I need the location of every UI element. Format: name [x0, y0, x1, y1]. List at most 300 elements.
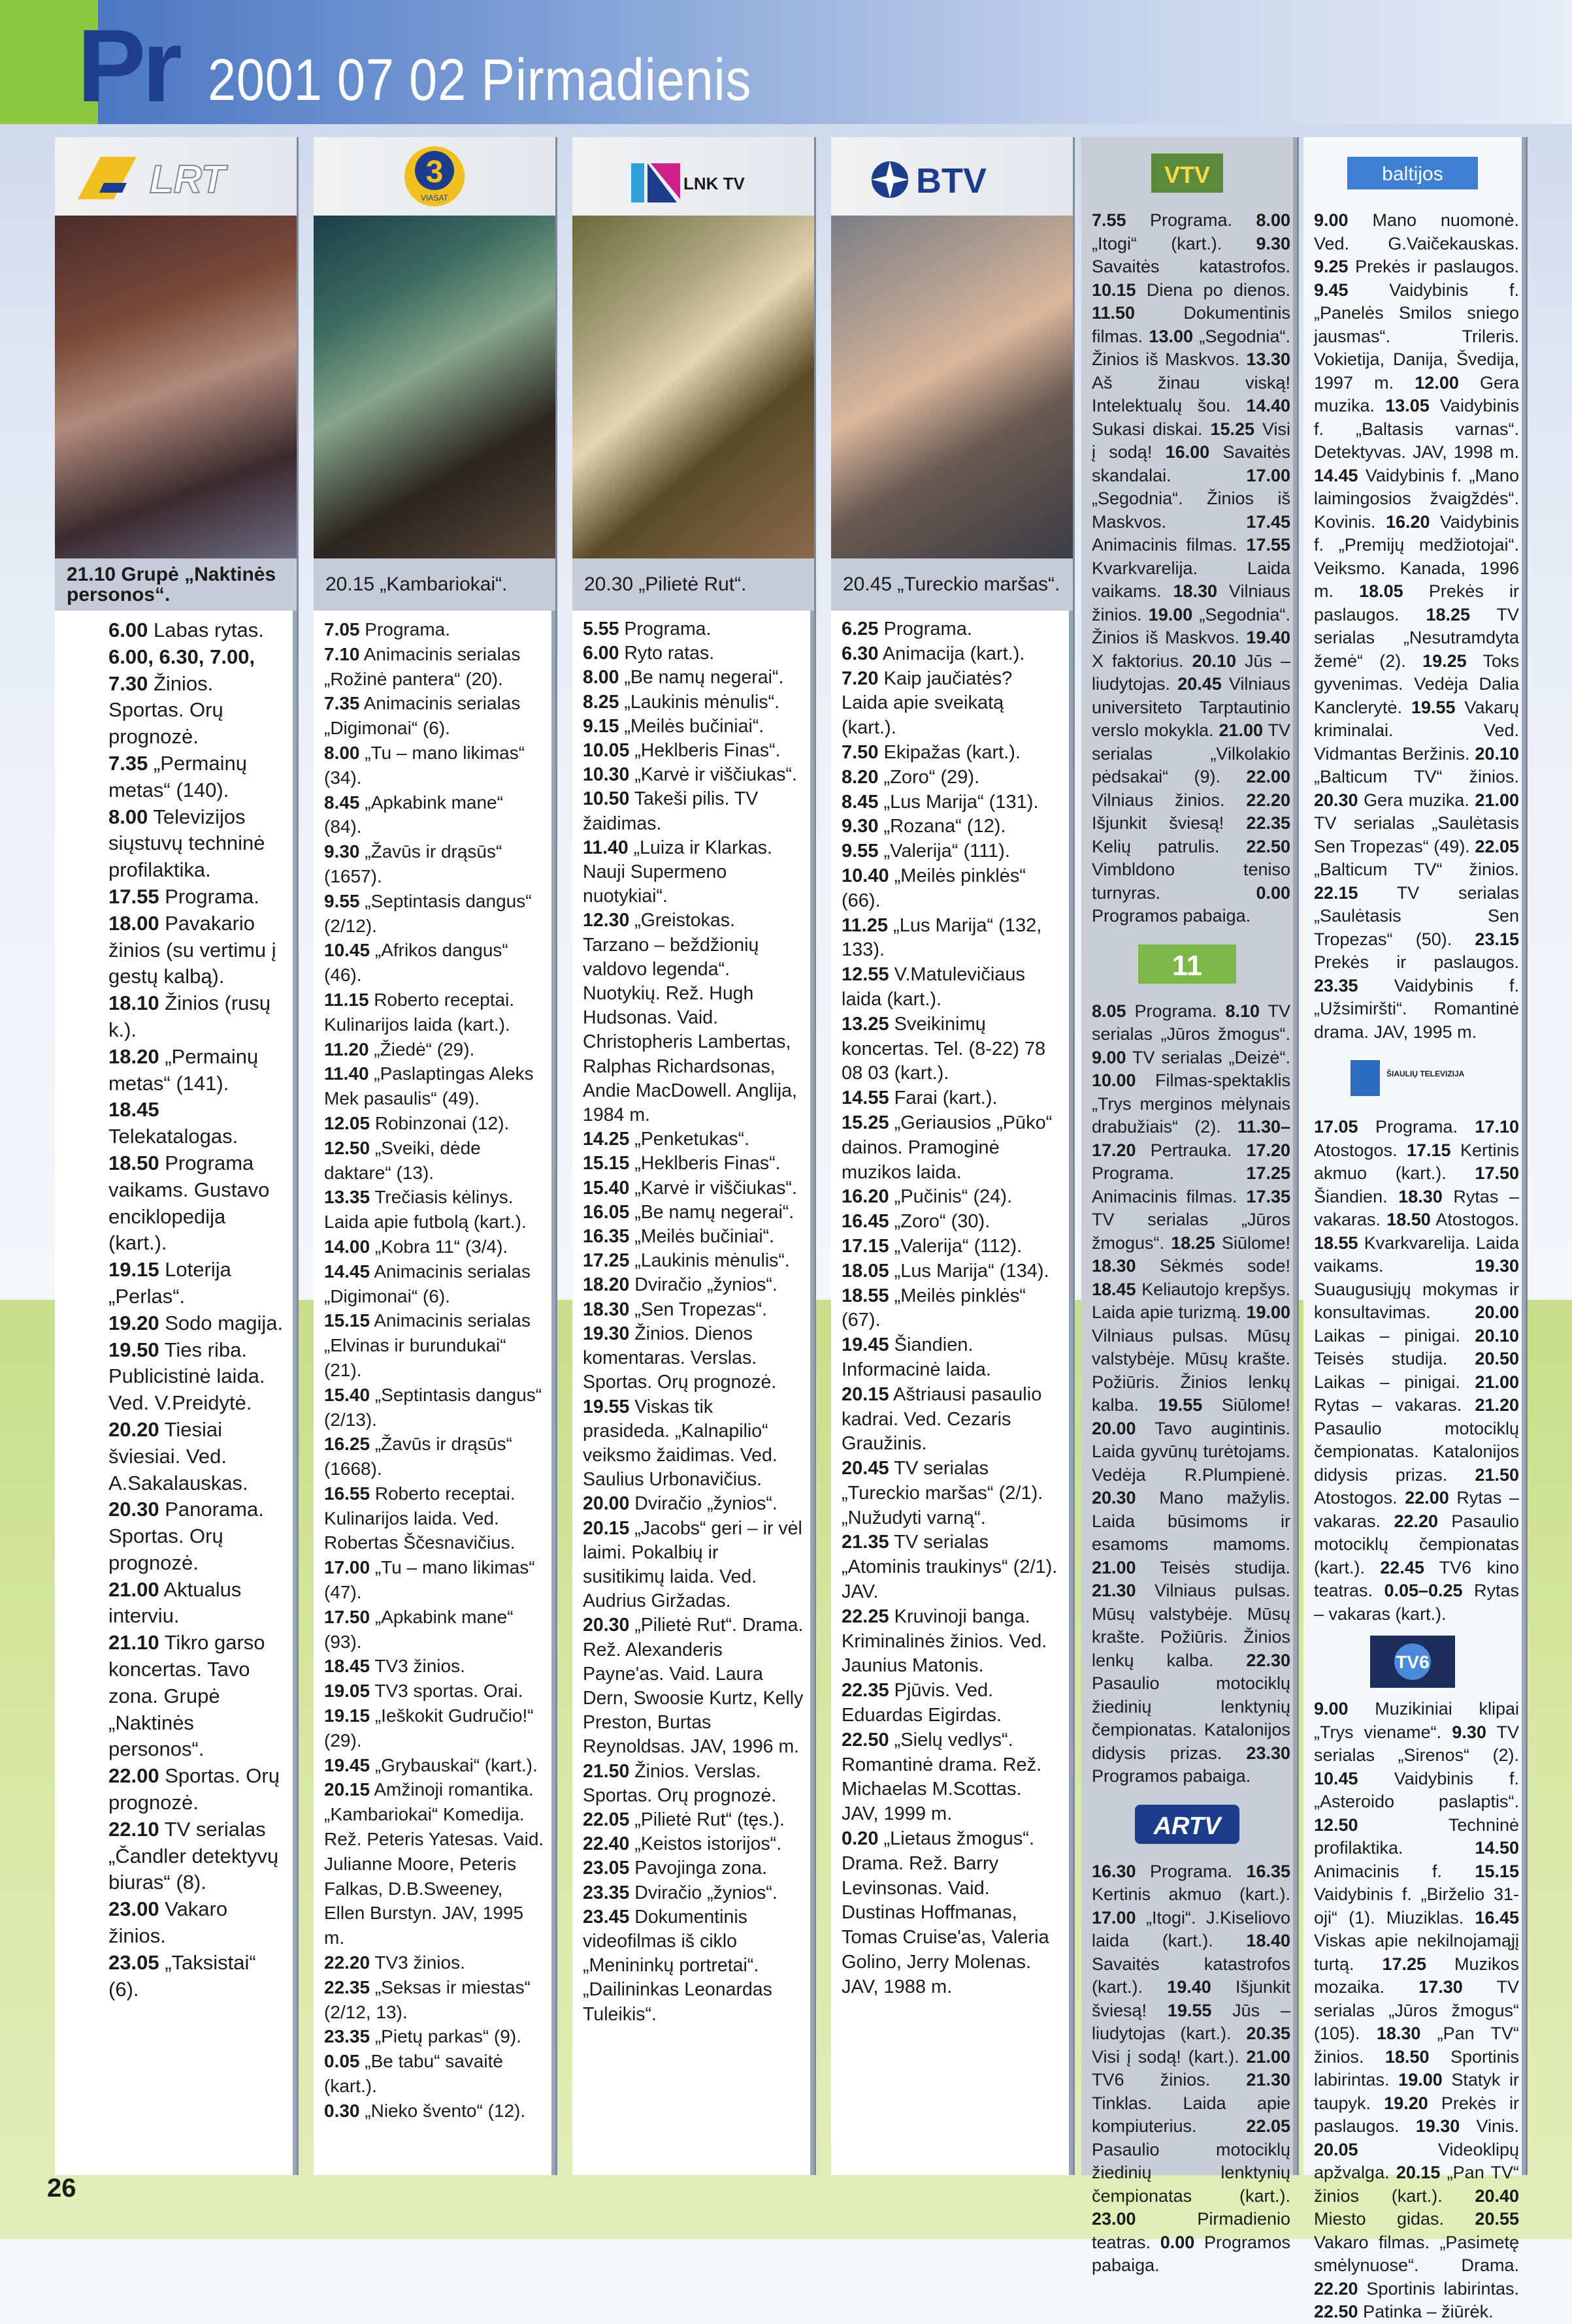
entry-time: 13.30	[1246, 349, 1290, 369]
entry-time: 0.20	[842, 1828, 879, 1850]
entry-title: Vilniaus pulsas. Mūsų valstybėje. Mūsų krašte. Požiūris. Žinios lenkų kalba.	[1092, 1581, 1290, 1670]
entry-time: 21.00	[108, 1577, 159, 1601]
ch11-logo-icon	[1132, 938, 1243, 990]
entry-title: Vinis.	[1460, 2116, 1519, 2136]
entry-time: 22.00	[1405, 1488, 1449, 1508]
svg-text:TV6: TV6	[1396, 1652, 1430, 1672]
entry-time: 20.15	[324, 1779, 370, 1800]
page-number: 26	[47, 2174, 76, 2203]
entry-time: 20.30	[1092, 1488, 1136, 1508]
entry-title: Rytas – vakaras.	[1314, 1186, 1519, 1229]
entry-title: Viskas apie nekilnojamąjį turtą.	[1314, 1931, 1519, 1974]
entry-title: Aš žinau viską! Intelektualų šou.	[1092, 372, 1290, 415]
entry-time: 14.00	[324, 1236, 370, 1257]
schedule-entry	[324, 1061, 546, 1111]
schedule-entry	[324, 1136, 546, 1186]
entry-time: 19.15	[324, 1705, 370, 1726]
schedule-entry	[842, 642, 1063, 667]
entry-title: „Septintasis dangus“ (2/13).	[324, 1384, 542, 1430]
entry-title: Žinios (rusų k.).	[108, 992, 271, 1041]
entry-title: Šiandien.	[1314, 1186, 1399, 1206]
entry-time: 15.15	[1475, 1861, 1519, 1881]
entry-time: 21.00	[1092, 1557, 1136, 1577]
entry-title: Prekės ir paslaugos.	[1314, 952, 1519, 972]
entry-title: Atostogos.	[1430, 1210, 1519, 1229]
entry-time: 22.45	[1380, 1557, 1424, 1577]
entry-title: Sodo magija.	[159, 1311, 284, 1334]
entry-title: Roberto receptai. Kulinarijos laida. Ved. Robertas Ščesnavičius.	[324, 1483, 516, 1553]
entry-time: 22.50	[1246, 836, 1290, 856]
entry-title: „Itogi“ (kart.).	[1092, 233, 1256, 253]
lrt-logo-icon	[65, 144, 287, 209]
schedule-entry	[583, 1832, 804, 1856]
entry-title: „Tu – mano likimas“ (34).	[324, 742, 525, 788]
entry-time: 17.20	[1246, 1140, 1290, 1160]
schedule-entry	[583, 641, 804, 666]
schedule-entry	[324, 889, 546, 939]
entry-time: 20.15	[842, 1383, 889, 1405]
entry-time: 18.30	[1173, 581, 1218, 601]
baltijos-logo	[1303, 144, 1522, 202]
entry-title: „Meilės pinklės“ (66).	[842, 865, 1026, 911]
entry-title: Programa.	[878, 619, 972, 639]
entry-title: „Pan TV“ žinios.	[1314, 2024, 1519, 2067]
schedule-entry	[324, 1481, 546, 1555]
entry-time: 9.25	[1314, 257, 1349, 276]
entry-time: 16.35	[1246, 1861, 1290, 1881]
entry-time: 19.15	[108, 1258, 159, 1282]
schedule-entry	[324, 988, 546, 1037]
schedule-entry	[842, 667, 1063, 741]
entry-time: 16.20	[1385, 511, 1430, 532]
entry-time: 0.00	[1256, 882, 1290, 903]
schedule-entry	[324, 839, 546, 889]
entry-title: „Lietaus žmogus“. Drama. Rež. Barry Levinsonas. Vaid. Dustinas Hoffmanas, Tomas Cruise'as, Valeria Golino, Jerry Molenas. JAV, 1988 m.	[842, 1828, 1049, 1997]
entry-title: „Karvė ir viščiukas“.	[629, 764, 797, 786]
entry-time: 18.30	[1092, 1256, 1136, 1276]
entry-title: Diena po dienos.	[1136, 280, 1290, 300]
schedule-entry	[324, 1975, 546, 2025]
entry-time: 19.55	[1158, 1395, 1203, 1415]
entry-title: Amžinoji romantika. „Kambariokai“ Komedija. Rež. Peteris Yatesas. Vaid. Julianne Moore, Peteris Falkas, D.B.Sweeney, Ellen Burstyn. JAV, 1995 m.	[324, 1779, 544, 1948]
artv-schedule	[1081, 1860, 1297, 2278]
entry-time: 21.35	[842, 1532, 889, 1553]
entry-title: Gera muzika.	[1314, 372, 1519, 415]
entry-time: 22.30	[1246, 1650, 1290, 1670]
entry-title: Rytas – vakaras (kart.).	[1314, 1581, 1519, 1624]
baltijos-logo-icon	[1341, 150, 1484, 196]
entry-time: 19.55	[1167, 2000, 1212, 2020]
entry-title: „Apkabink mane“ (93).	[324, 1606, 514, 1652]
entry-title: „Tu – mano likimas“ (47).	[324, 1557, 535, 1603]
entry-title: Ryto ratas.	[619, 643, 715, 664]
entry-time: 11.20	[324, 1039, 369, 1059]
btv-logo	[831, 137, 1073, 216]
schedule-entry	[108, 884, 284, 911]
schedule-entry	[108, 1417, 284, 1496]
entry-title: Dokumentinis filmas.	[1092, 303, 1290, 346]
entry-title: Programa.	[1092, 1163, 1247, 1183]
svg-text:VIASAT: VIASAT	[421, 193, 448, 202]
schedule-entry	[842, 1605, 1063, 1679]
entry-title: „Valerija“ (112).	[889, 1235, 1023, 1257]
entry-title: Programa vaikams. Gustavo enciklopedija (kart.).	[108, 1151, 270, 1255]
schedule-entry	[324, 1259, 546, 1309]
entry-title: Pavojinga zona.	[629, 1858, 768, 1879]
entry-title: „Laukinis mėnulis“.	[619, 691, 779, 713]
schedule-entry	[583, 739, 804, 763]
entry-title: „Laukinis mėnulis“.	[629, 1250, 790, 1272]
schedule-entry	[842, 1111, 1063, 1185]
schedule-entry	[842, 1210, 1063, 1235]
entry-title: „Keistos istorijos“.	[629, 1833, 782, 1855]
lnk-logo-icon	[618, 144, 768, 209]
entry-time: 22.35	[324, 1977, 370, 1997]
entry-time: 20.00	[583, 1493, 630, 1515]
schedule-entry	[583, 1856, 804, 1880]
entry-time: 14.45	[1314, 465, 1358, 485]
entry-title: Sėkmės sode!	[1136, 1256, 1290, 1276]
entry-time: 14.50	[1475, 1838, 1519, 1858]
schedule-entry	[842, 914, 1063, 963]
schedule-entry	[842, 815, 1063, 839]
schedule-entry	[583, 1613, 804, 1759]
entry-time: 15.15	[583, 1153, 630, 1174]
entry-time: 20.10	[1475, 1325, 1519, 1346]
entry-time: 13.25	[842, 1013, 889, 1035]
entry-title: „Segodnia“. Žinios iš Maskvos.	[1092, 489, 1290, 532]
entry-time: 20.10	[1192, 651, 1237, 671]
schedule-entry	[324, 1654, 546, 1679]
entry-title: Gera muzika.	[1358, 790, 1475, 810]
baltijos-schedule	[1303, 209, 1526, 1044]
entry-time: 20.55	[1475, 2209, 1519, 2229]
entry-title: „Pilietė Rut“ (tęs.).	[629, 1809, 785, 1830]
entry-time: 17.00	[324, 1557, 370, 1578]
entry-title: Jūs – liudytojas.	[1092, 651, 1290, 694]
entry-time: 22.00	[108, 1764, 159, 1788]
entry-title: Aktualus interviu.	[108, 1577, 242, 1628]
entry-title: Ekipažas (kart.).	[878, 741, 1021, 763]
entry-time: 18.30	[1398, 1186, 1443, 1206]
entry-title: Animacinis filmas.	[1092, 535, 1247, 555]
entry-title: Programa.	[359, 619, 450, 639]
entry-time: 10.00	[1092, 1071, 1136, 1090]
entry-time: 16.45	[1475, 1907, 1519, 1928]
entry-title: Pasaulio motociklų čempionatas. Katalonijos didysis prizas.	[1314, 1418, 1519, 1485]
entry-title: Mano mažylis. Laida būsimoms ir esamoms mamoms.	[1092, 1488, 1290, 1554]
entry-title: Vakaro žinios.	[108, 1897, 228, 1948]
entry-time: 22.15	[1314, 882, 1358, 903]
svg-text:LRT: LRT	[150, 157, 225, 201]
entry-time: 20.15	[1396, 2163, 1441, 2182]
schedule-entry	[583, 763, 804, 787]
entry-title: „Apkabink mane“ (84).	[324, 792, 503, 837]
entry-title: Televizijos siųstuvų techninė profilaktika.	[108, 805, 265, 882]
schedule-entry	[324, 1555, 546, 1605]
entry-time: 23.00	[1092, 2209, 1136, 2229]
entry-time: 12.50	[1314, 1815, 1358, 1835]
entry-time: 9.00	[1314, 210, 1349, 230]
entry-time: 7.20	[842, 668, 879, 689]
entry-title: TV serialas „Vilkolakio pėdsakai“ (9).	[1092, 720, 1290, 786]
schedule-entry	[583, 617, 804, 641]
entry-title: Programa.	[1126, 210, 1256, 230]
schedule-entry	[842, 864, 1063, 914]
entry-title: „Meilės bučiniai“.	[629, 1226, 775, 1248]
entry-title: Pasaulio motociklų žiedinių lenktynių čempionatas. Katalonijos didysis prizas.	[1092, 1673, 1290, 1763]
entry-time: 18.50	[108, 1151, 159, 1174]
entry-time: 10.50	[583, 788, 630, 810]
entry-title: „Penketukas“.	[629, 1129, 750, 1150]
schedule-entry	[324, 1679, 546, 1703]
svg-text:ARTV: ARTV	[1153, 1812, 1221, 1840]
entry-time: 20.45	[1177, 674, 1222, 694]
entry-title: Teisės studija.	[1314, 1349, 1475, 1368]
entry-time: 7.35	[108, 751, 148, 775]
schedule-entry	[583, 1322, 804, 1395]
entry-title: „Sveiki, dėde daktare“ (13).	[324, 1137, 481, 1183]
entry-time: 18.40	[1246, 1931, 1290, 1950]
entry-time: 12.50	[324, 1137, 370, 1158]
entry-time: 22.25	[842, 1606, 889, 1627]
entry-time: 14.40	[1246, 396, 1290, 415]
entry-title: „Žiedė“ (29).	[368, 1039, 475, 1059]
entry-time: 16.55	[324, 1483, 370, 1504]
entry-title: Prekės ir paslaugos.	[1348, 257, 1519, 276]
entry-time: 11.30–17.20	[1092, 1117, 1290, 1160]
lrt-lead	[55, 558, 297, 611]
lrt-schedule	[55, 617, 290, 2003]
entry-time: 6.30	[842, 643, 879, 664]
entry-time: 0.00	[1160, 2232, 1195, 2252]
entry-title: Kruvinoji banga. Kriminalinės žinios. Ved. Jaunius Matonis.	[842, 1606, 1047, 1677]
schedule-entry	[583, 836, 804, 909]
entry-time: 14.55	[842, 1088, 889, 1109]
entry-time: 20.05	[1314, 2139, 1358, 2159]
entry-time: 0.30	[324, 2100, 360, 2121]
schedule-entry	[324, 2024, 546, 2049]
entry-time: 8.20	[842, 766, 879, 788]
schedule-entry	[108, 1150, 284, 1257]
entry-time: 18.20	[583, 1274, 630, 1296]
entry-title: „Paslaptingas Aleks Mek pasaulis“ (49).	[324, 1063, 534, 1109]
entry-title: V.Matulevičiaus laida (kart.).	[842, 964, 1026, 1010]
entry-title: Animacinis serialas „Digimonai“ (6).	[324, 693, 521, 739]
entry-title: Pavakario žinios (su vertimu į gestų kalbą).	[108, 911, 276, 988]
entry-title: Dviračio „žynios“.	[629, 1274, 778, 1296]
entry-title: „Pučinis“ (24).	[889, 1186, 1013, 1208]
entry-title: TV serialas „Jūros žmogus“.	[1092, 1001, 1290, 1044]
entry-title: Mano nuomonė. Ved. G.Vaičekauskas.	[1314, 210, 1519, 253]
schedule-entry	[583, 1152, 804, 1176]
schedule-entry	[324, 617, 546, 642]
schedule-entry	[583, 1517, 804, 1614]
entry-time: 6.00	[108, 619, 148, 641]
lnk-logo	[572, 137, 814, 216]
schedule-entry	[108, 1496, 284, 1576]
entry-title: TV6 kino teatras.	[1314, 1557, 1519, 1600]
entry-title: „Septintasis dangus“ (2/12).	[324, 890, 532, 936]
entry-title: Tiesiai šviesiai. Ved. A.Sakalauskas.	[108, 1417, 248, 1494]
entry-time: 7.55	[1092, 210, 1126, 230]
entry-time: 23.35	[324, 2026, 370, 2047]
entry-time: 9.00	[1314, 1699, 1349, 1719]
tv3-schedule	[314, 617, 552, 2123]
entry-time: 8.00	[108, 805, 148, 828]
entry-time: 18.20	[108, 1044, 159, 1068]
schedule-entry	[108, 1763, 284, 1816]
entry-title: „Pilietė Rut“. Drama. Rež. Alexanderis Payne'as. Vaid. Laura Dern, Swoosie Kurtz, Kelly Preston, Burtas Reynoldsas. JAV, 1996 m.	[583, 1615, 804, 1758]
entry-time: 8.00	[1256, 210, 1290, 230]
entry-title: „Balticum TV“ žinios.	[1314, 767, 1519, 786]
entry-title: Aštriausi pasaulio kadrai. Ved. Cezaris Graužinis.	[842, 1383, 1042, 1455]
entry-title: „Seksas ir miestas“ (2/12, 13).	[324, 1977, 531, 2022]
entry-title: Techninė profilaktika.	[1314, 1815, 1519, 1858]
tv3-lead	[314, 558, 555, 611]
schedule-entry	[842, 1086, 1063, 1111]
entry-title: Išjunkit šviesą!	[1092, 813, 1247, 833]
entry-time: 15.40	[583, 1177, 630, 1199]
entry-time: 0.05–0.25	[1384, 1581, 1463, 1600]
entry-title: „Valerija“ (111).	[878, 841, 1010, 862]
entry-title: „Jacobs“ geri – ir vėl laimi. Pokalbių ir susitikimų laida. Ved. Audrius Giržadas.	[583, 1517, 802, 1612]
tv3-logo	[314, 137, 555, 216]
entry-time: 18.25	[1171, 1233, 1215, 1253]
siauliu-schedule	[1303, 1116, 1526, 1626]
entry-time: 18.50	[1384, 2046, 1430, 2067]
entry-time: 21.50	[1475, 1464, 1519, 1485]
entry-title: Dviračio „žynios“.	[629, 1493, 778, 1515]
entry-time: 9.15	[583, 715, 619, 737]
entry-title: Muzikiniai klipai „Trys viename“.	[1314, 1699, 1519, 1742]
entry-title: TV serialas „Saulėtasis Sen Tropezas“ (49).	[1314, 813, 1519, 856]
lnk-schedule	[572, 617, 811, 2027]
entry-title: Muzikos mozaika.	[1314, 1954, 1519, 1997]
entry-time: 21.50	[583, 1760, 630, 1782]
entry-time: 19.25	[1422, 651, 1467, 671]
entry-title: „Heklberis Finas“.	[629, 1153, 781, 1174]
entry-title: Pasaulio motociklų čempionatas (kart.).	[1314, 1511, 1520, 1577]
schedule-entry	[108, 804, 284, 884]
entry-time: 19.45	[842, 1334, 889, 1356]
entry-time: 8.25	[583, 691, 619, 713]
entry-title: Trečiasis kėlinys. Laida apie futbolą (kart.).	[324, 1187, 527, 1233]
entry-title: „Luiza ir Klarkas. Nauji Supermeno nuotykiai“.	[583, 837, 772, 907]
entry-title: „Rozana“ (12).	[878, 816, 1006, 837]
schedule-entry	[583, 715, 804, 739]
entry-title: Laikas – pinigai.	[1314, 1372, 1475, 1392]
entry-time: 11.40	[324, 1063, 369, 1084]
vtv-logo-icon	[1145, 147, 1230, 199]
entry-title: TV serialas „Čandler detektyvų biuras“ (8).	[108, 1817, 279, 1894]
entry-time: 9.00	[1092, 1047, 1126, 1067]
entry-time: 19.40	[1167, 1977, 1211, 1997]
entry-time: 8.45	[842, 791, 879, 813]
entry-title: „Žavūs ir drąsūs“ (1657).	[324, 841, 502, 886]
entry-title: Programa.	[1136, 1861, 1247, 1881]
entry-title: „Be namų negerai“.	[629, 1201, 794, 1223]
schedule-entry	[108, 1630, 284, 1763]
entry-time: 18.30	[583, 1299, 630, 1320]
entry-time: 20.10	[1475, 743, 1519, 764]
schedule-entry	[108, 644, 284, 750]
entry-title: „Greistokas. Tarzano – beždžionių valdovo legenda“. Nuotykių. Rež. Hugh Hudsonas. Vaid. Christopheris Lambertas, Ralphas Richardsonas, Andie MacDowell. Anglija, 1984 m.	[583, 910, 797, 1126]
entry-title: „Lus Marija“ (134).	[889, 1260, 1049, 1282]
entry-time: 17.55	[108, 884, 159, 908]
entry-title: Vaidybinis f. „Baltasis varnas“. Detektyvas. JAV, 1998 m.	[1314, 396, 1519, 462]
entry-title: Siūlome!	[1202, 1395, 1290, 1415]
entry-time: 19.00	[1398, 2070, 1443, 2090]
schedule-entry	[583, 1395, 804, 1493]
entry-title: Atostogos.	[1314, 1140, 1407, 1160]
schedule-entry	[842, 617, 1063, 642]
entry-time: 6.25	[842, 619, 879, 639]
entry-time: 12.00	[1415, 372, 1459, 393]
entry-time: 10.30	[583, 764, 630, 786]
entry-title: Savaitės katastrofos.	[1092, 257, 1290, 276]
entry-title: „Itogi“. J.Kiseliovo laida (kart.).	[1092, 1907, 1290, 1950]
entry-title: Visi į sodą!	[1092, 419, 1290, 462]
entry-title: „Permainų metas“ (140).	[108, 751, 247, 801]
entry-title: Tikro garso koncertas. Tavo zona. Grupė „Naktinės personos“.	[108, 1631, 265, 1761]
entry-title: Visi į sodą! (kart.).	[1092, 2046, 1247, 2067]
entry-time: 23.45	[583, 1906, 630, 1928]
entry-title: Kvarkvarelija. Laida vaikams.	[1092, 558, 1290, 601]
entry-title: Farai (kart.).	[889, 1088, 998, 1109]
entry-time: 9.55	[324, 890, 360, 911]
entry-title: Vilniaus pulsas. Mūsų valstybėje. Mūsų krašte. Požiūris. Žinios lenkų kalba.	[1092, 1325, 1290, 1415]
siauliu-logo-icon	[1341, 1054, 1484, 1106]
entry-title: Suaugusiųjų mokymas ir konsultavimas.	[1314, 1279, 1519, 1322]
entry-time: 10.45	[324, 940, 370, 961]
entry-title: „Pietų parkas“ (9).	[370, 2026, 521, 2047]
entry-title: Toks gyvenimas. Vedėja Dalia Kanclerytė.	[1314, 651, 1519, 717]
entry-time: 17.45	[1246, 511, 1290, 532]
ch11-logo	[1081, 935, 1293, 993]
entry-title: „Afrikos dangus“ (46).	[324, 940, 508, 986]
entry-title: Sukasi diskai.	[1092, 419, 1211, 439]
entry-time: 20.35	[1246, 2024, 1290, 2043]
schedule-entry	[324, 1111, 546, 1136]
entry-time: 9.30	[324, 841, 360, 862]
entry-time: 17.25	[1382, 1954, 1427, 1974]
entry-time: 5.55	[583, 619, 619, 639]
entry-time: 22.00	[1246, 767, 1290, 786]
entry-title: „Lus Marija“ (131).	[878, 791, 1039, 813]
schedule-entry	[108, 1896, 284, 1950]
entry-time: 19.05	[324, 1681, 370, 1702]
schedule-entry	[324, 691, 546, 741]
entry-time: 17.50	[1475, 1163, 1519, 1183]
entry-title: Animacinis filmas.	[1092, 1186, 1247, 1206]
vtv-schedule	[1081, 209, 1297, 928]
entry-time: 20.50	[1475, 1349, 1519, 1368]
lrt-photo	[55, 216, 297, 562]
entry-title: Roberto receptai. Kulinarijos laida (kart.).	[324, 989, 515, 1035]
btv-lead-text: 20.45 „Tureckio maršas“.	[843, 573, 1060, 596]
entry-title: Tavo augintinis. Laida gyvūnų turėtojams. Vedėja R.Plumpienė.	[1092, 1418, 1290, 1485]
entry-title: „Permainų metas“ (141).	[108, 1044, 259, 1095]
entry-time: 13.35	[324, 1187, 370, 1208]
entry-title: Žinios. Verslas. Sportas. Orų prognozė.	[583, 1760, 777, 1806]
entry-title: „Lus Marija“ (132, 133).	[842, 914, 1042, 961]
schedule-entry	[108, 1044, 284, 1097]
entry-time: 22.20	[324, 1952, 370, 1973]
channel-column-lrt	[55, 137, 297, 2175]
entry-time: 7.05	[324, 619, 360, 639]
entry-title: Vaidybinis f. „Asteroido paslaptis“.	[1314, 1768, 1519, 1811]
